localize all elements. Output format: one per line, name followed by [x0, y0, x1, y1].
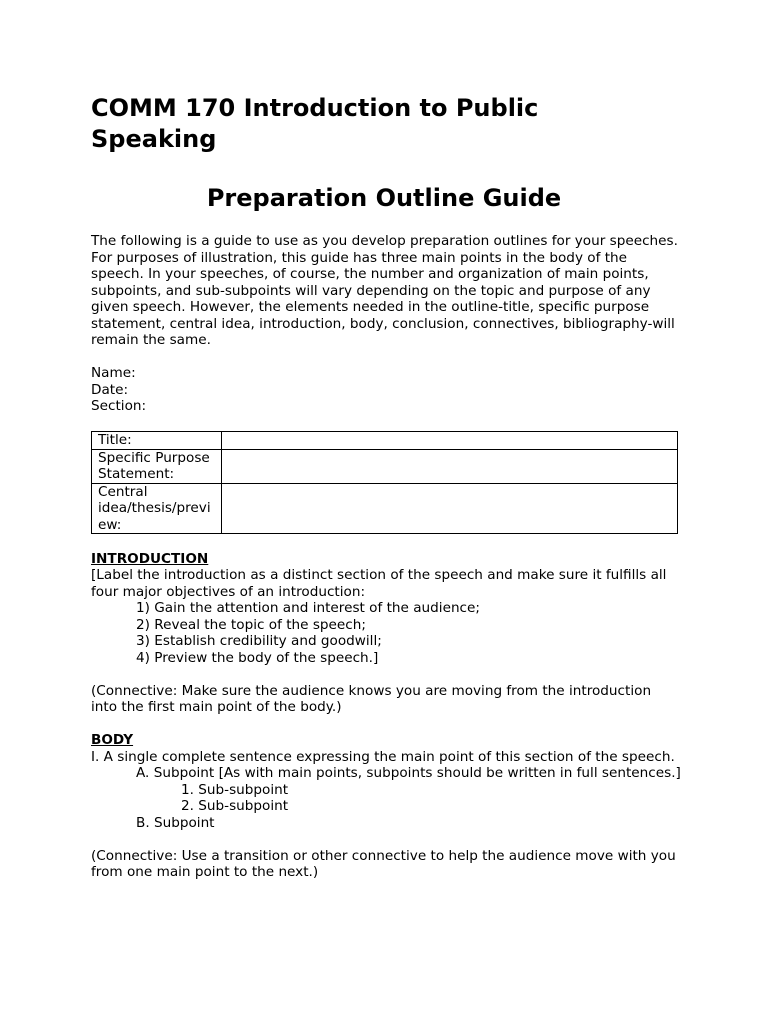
introduction-objective-2: 2) Reveal the topic of the speech; — [136, 616, 366, 633]
title-value — [222, 432, 678, 450]
intro-paragraph: The following is a guide to use as you develop preparation outlines for your speeches. For purposes of illustration, this guide has three main points in the body of the speech. In your speeches, of course, the number and organization of main points, subpoints, and sub-subpoints will vary depending on the topic and purpose of any given speech. However, the elements needed in the outline-title, specific purpose statement, central idea, introduction, body, conclusion, connectives, bibliography-will remain the same. — [91, 233, 678, 348]
subpoint-b: B. Subpoint — [136, 814, 215, 831]
central-idea-label: Central idea/thesis/previ ew: — [92, 483, 222, 534]
introduction-objective-1: 1) Gain the attention and interest of the audience; — [136, 600, 480, 616]
introduction-connective: (Connective: Make sure the audience knows you are moving from the introduction into the first main point of the body.) — [91, 682, 652, 715]
date-field-label: Date: — [91, 381, 129, 398]
introduction-objective-3: 3) Establish credibility and goodwill; — [136, 633, 382, 649]
introduction-objective-4: 4) Preview the body of the speech.] — [136, 649, 379, 666]
spacer — [91, 716, 681, 733]
sub-subpoint-2: 2. Sub-subpoint — [181, 798, 289, 814]
document-title: Preparation Outline Guide — [206, 184, 562, 212]
document-body — [91, 233, 681, 881]
introduction-instructions: [Label the introduction as a distinct section of the speech and make sure it fulfills all four major objectives of an introduction: — [91, 567, 667, 600]
specific-purpose-label: Specific Purpose Statement: — [92, 449, 222, 483]
body-connective: (Connective: Use a transition or other connective to help the audience move with you from one main point to the next.) — [91, 847, 676, 880]
name-field-label: Name: — [91, 365, 136, 381]
document-page — [91, 0, 683, 1024]
spacer — [91, 666, 681, 683]
introduction-heading: INTRODUCTION — [91, 550, 209, 567]
body-heading: BODY — [91, 732, 134, 748]
spacer — [91, 349, 681, 366]
specific-purpose-value — [222, 449, 678, 483]
course-title: COMM 170 Introduction to Public Speaking — [91, 94, 539, 153]
spacer — [91, 415, 681, 432]
title-label: Title: — [92, 432, 222, 450]
main-point-i: I. A single complete sentence expressing the main point of this section of the speech. — [91, 748, 675, 765]
section-field-label: Section: — [91, 398, 147, 414]
table-row-title — [92, 432, 678, 450]
table-row-central-idea — [92, 483, 678, 534]
central-idea-value — [222, 483, 678, 534]
outline-header-table — [91, 431, 678, 534]
spacer — [91, 831, 681, 848]
subpoint-a: A. Subpoint [As with main points, subpoints should be written in full sentences.] — [136, 765, 681, 781]
spacer — [91, 534, 681, 551]
sub-subpoint-1: 1. Sub-subpoint — [181, 781, 289, 798]
table-row-specific-purpose — [92, 449, 678, 483]
